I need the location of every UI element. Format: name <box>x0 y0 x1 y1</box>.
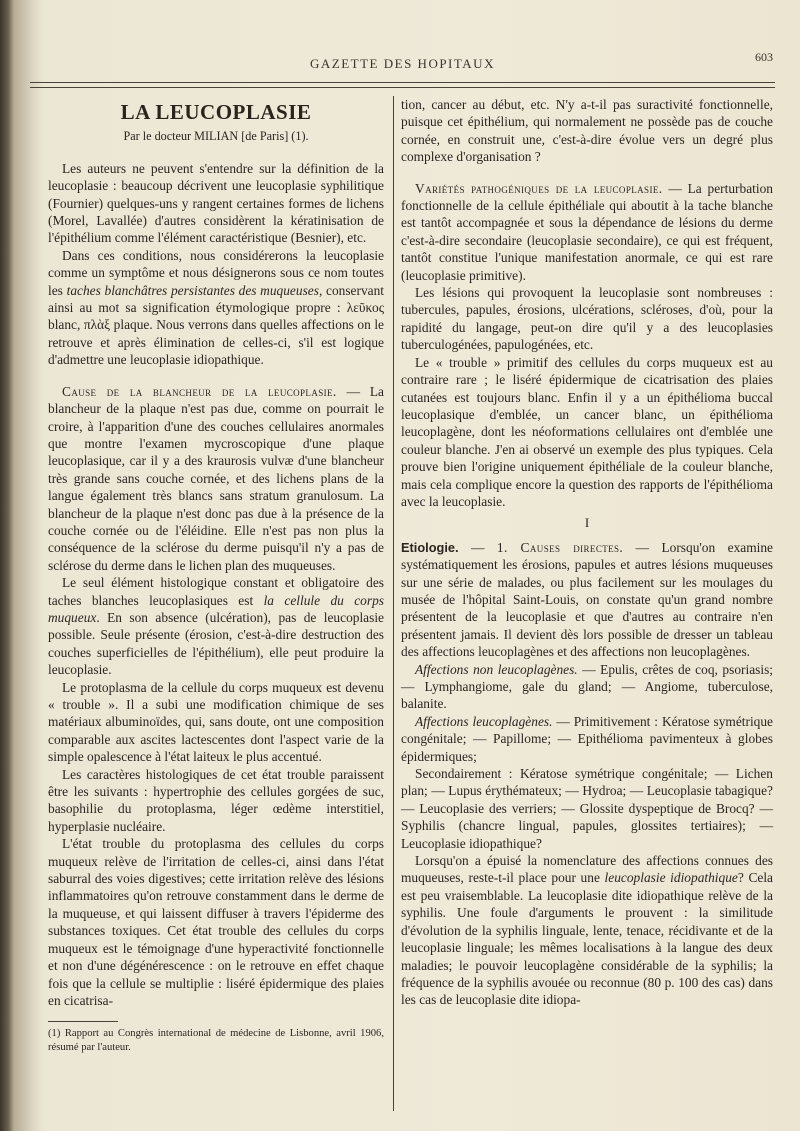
italic-heading: Affections leucoplagènes. <box>415 713 553 729</box>
spacer <box>401 166 773 180</box>
paragraph-text: ? Cela est peu vraisemblable. La leucoplasie dite idiopathique relève de la syphilis. Une foule d'arguments le prouvent : la similitude d'évolution de la syphilis linguale, lente, tenace, récidivante et de la leucoplasie linguale; les mêmes localisations à la langue des deux maladies; le pouvoir leucoplagène considérable de la syphilis; la fréquence de la syphilis avouée ou reconnue (80 p. 100 des cas) dans les cas de leucoplasie dite idiopa- <box>401 870 773 1008</box>
italic-heading: Affections non leucoplagènes. <box>415 661 578 677</box>
paragraph: Les lésions qui provoquent la leucoplasie sont nombreuses : tubercules, papules, érosions, ulcérations, scléroses, d'où, pour la rapidité du langage, peut-on dire qu'il y a des leucoplasies tuberculogénées, papulogénées, etc. <box>401 285 773 353</box>
page-binding-edge <box>0 0 14 1131</box>
paragraph: Les auteurs ne peuvent s'entendre sur la définition de la leucoplasie : beaucoup décrivent une leucoplasie syphilitique (Fournier) quelques-uns y rangent certaines formes de lichens (Morel, Lavallée) d'autres considèrent la kératinisation de l'épithélium comme l'élément caractéristique (Besnier), etc. <box>48 160 384 246</box>
italic-phrase: la cellule du corps muqueux <box>48 592 384 625</box>
paragraph-text: — Primitivement : Kératose symétrique congénitale; — Papillome; — Epithélioma pavimenteux à globes épidermiques; <box>401 713 773 764</box>
italic-phrase: leucoplasie idiopathique <box>604 870 738 886</box>
footnote-rule <box>48 1021 118 1022</box>
paragraph-text: , conservant ainsi au mot sa signification étymologique propre : λεῦκος blanc, πλὰξ plaque. Nous verrons dans quelles affections on le retrouve et après élimination de celles-ci, s'il est logique d'admettre une leucoplasie idiopathique. <box>48 282 385 368</box>
left-column <box>48 96 384 1055</box>
paragraph: tion, cancer au début, etc. N'y a-t-il pas suractivité fonctionnelle, puisque cet épithélium, qui normalement ne possède pas de couche cornée, en construit une, c'est-à-dire évolue vers un degré plus complexe d'organisation ? <box>401 97 773 165</box>
italic-phrase: taches blanchâtres persistantes des muqueuses <box>66 282 319 298</box>
paragraph-text: — La perturbation fonctionnelle de la cellule épithéliale qui aboutit à la tache blanche est tantôt accompagnée et sous la dépendance de lésions du derme c'est-à-dire secondaire (leucoplasie secondaire), ce qui est fréquent, tantôt constitue l'unique manifestation anormale, ce qui est rare (leucoplasie primitive). <box>401 180 773 283</box>
paragraph-text: — Epulis, crêtes de coq, psoriasis; — Lymphangiome, gale du gland; — Angiome, tuberculose, balanite. <box>401 661 773 712</box>
section-heading: Cause de la blancheur de la leucoplasie. <box>62 383 337 399</box>
paragraph-text: Le seul élément histologique constant et obligatoire des taches blanches leucoplasiques est <box>48 575 384 608</box>
paragraph-text: Lorsqu'on a épuisé la nomenclature des affections connues des muqueuses, reste-t-il place pour une <box>401 853 773 886</box>
paragraph-text: — Lorsqu'on examine systématiquement les érosions, papules et autres lésions muqueuses sur une série de malades, ou plus facilement sur les moulages du musée de l'hôpital Saint-Louis, on constate qu'un grand nombre présentent de la leucoplasie et que d'autres au contraire n'en présentent jamais. Il devient dès lors possible de dresser un tableau des affections leucoplagènes et des affections non leucoplagènes. <box>401 539 773 660</box>
running-title: GAZETTE DES HOPITAUX <box>310 56 495 71</box>
header-rule-thin <box>30 87 775 88</box>
page-gutter-shadow <box>14 0 44 1131</box>
paragraph-text: — La blancheur de la plaque n'est pas due, comme on pourrait le croire, à l'apparition d'une des couches cellulaires anormales que montre l'examen mycroscopique d'une plaque leucoplasique, car il y a des kraurosis vulvæ d'une blancheur très grande sans couche cornée, et des lichens plans de la langue également très blancs sans stratum granulosum. La blancheur de la plaque n'est donc pas due à la présence de la couche cornée ou de l'éléidine. Elle n'est pas non plus la conséquence de la sclérose du derme puisqu'il n'y a pas de sclérose du derme dans le lichen plan des muqueuses. <box>48 383 385 573</box>
paragraph <box>48 574 384 678</box>
spacer <box>48 369 384 383</box>
section-heading: Variétés pathogéniques de la leucoplasie. <box>415 180 663 196</box>
paragraph: Les caractères histologiques de cet état trouble paraissent être les suivants : hypertrophie des cellules gorgées de suc, basophilie du protoplasma, léger œdème interstitiel, hyperplasie nucléaire. <box>48 766 384 834</box>
right-column <box>401 96 773 1009</box>
article-byline: Par le docteur MILIAN [de Paris] (1). <box>123 129 309 144</box>
paragraph-text: Dans ces conditions, nous considérerons la leucoplasie comme un symptôme et nous désignerons sous ce nom toutes les <box>48 247 384 298</box>
section-paragraph <box>401 180 773 284</box>
paragraph: Le « trouble » primitif des cellules du corps muqueux est au contraire rare ; le liséré épidermique de cicatrisation des plaies cutanées est toujours blanc. Enfin il y a un épithélioma buccal leucoplasique d'emblée, un cancer blanc, un épithélioma leucoplagène, dont les néoformations cellulaires ont d'emblée une couleur blanche. J'en ai observé un exemple des plus typiques. Cela prouve bien l'origine uniquement épithéliale de la couleur blanche, mais cela complique encore la question des rapports de l'épithélioma avec la leucoplasie. <box>401 354 773 509</box>
paragraph: Le protoplasma de la cellule du corps muqueux est devenu « trouble ». Il a subi une modification chimique de ses matériaux albuminoïdes, qui, sans doute, ont une composition comparable aux ascites lactescentes dont l'aspect varie de la simple opalescence à l'état laiteux le plus accentué. <box>48 679 384 765</box>
column-divider <box>393 96 394 1111</box>
page-header <box>30 50 775 90</box>
subsection-heading: 1. Causes directes. <box>496 539 624 555</box>
section-paragraph: Etiologie. — 1. Causes directes. — Lorsqu'on examine systématiquement les érosions, papules et autres lésions muqueuses sur une série de malades, ou plus facilement sur les moulages du musée de l'hôpital Saint-Louis, on constate qu'un grand nombre présentent de la leucoplasie et que d'autres au contraire n'en présentent jamais. Il devient dès lors possible de dresser un tableau des affections leucoplagènes et des affections non leucoplagènes. <box>401 539 773 660</box>
paragraph: L'état trouble du protoplasma des cellules du corps muqueux relève de l'irritation de celles-ci, ainsi dans l'état saburral des voies digestives; cette irritation relève des lésions inflammatoires qu'on retrouve constamment dans le derme de la muqueuse, et qui laissent diffuser à travers l'épiderme des substances toxiques. Cet état trouble des cellules du corps muqueux est le témoignage d'une hyperactivité fonctionnelle et non d'une dégénérescence : on le retrouve en effet chaque fois que la cellule se multiplie : liséré épidermique des plaies en cicatrisa- <box>48 836 384 1008</box>
section-number: I <box>584 515 590 531</box>
paragraph <box>48 247 384 369</box>
header-rule-thick <box>30 82 775 83</box>
paragraph <box>401 713 773 765</box>
paragraph-text: . En son absence (ulcération), pas de leucoplasie possible. Seule présente (érosion, c'est-à-dire destruction des couches superficielles de l'épithélium), elle peut produire la leucoplasie. <box>48 609 384 678</box>
article-title: LA LEUCOPLASIE <box>120 100 312 124</box>
paragraph: Secondairement : Kératose symétrique congénitale; — Lichen plan; — Lupus érythémateux; — Hydroa; — Leucoplasie tabagique? — Leucoplasie des verriers; — Glossite dyspeptique de Brocq? — Syphilis (chancre lingual, papules, glossites tertiaires); — Leucoplasie idiopathique? <box>401 766 773 851</box>
page-number: 603 <box>755 50 773 64</box>
paragraph <box>401 852 773 1009</box>
section-paragraph <box>48 383 384 574</box>
footnote: (1) Rapport au Congrès international de médecine de Lisbonne, avril 1906, résumé par l'auteur. <box>48 1028 384 1054</box>
section-heading: Etiologie. <box>401 539 459 555</box>
paragraph <box>401 661 773 713</box>
